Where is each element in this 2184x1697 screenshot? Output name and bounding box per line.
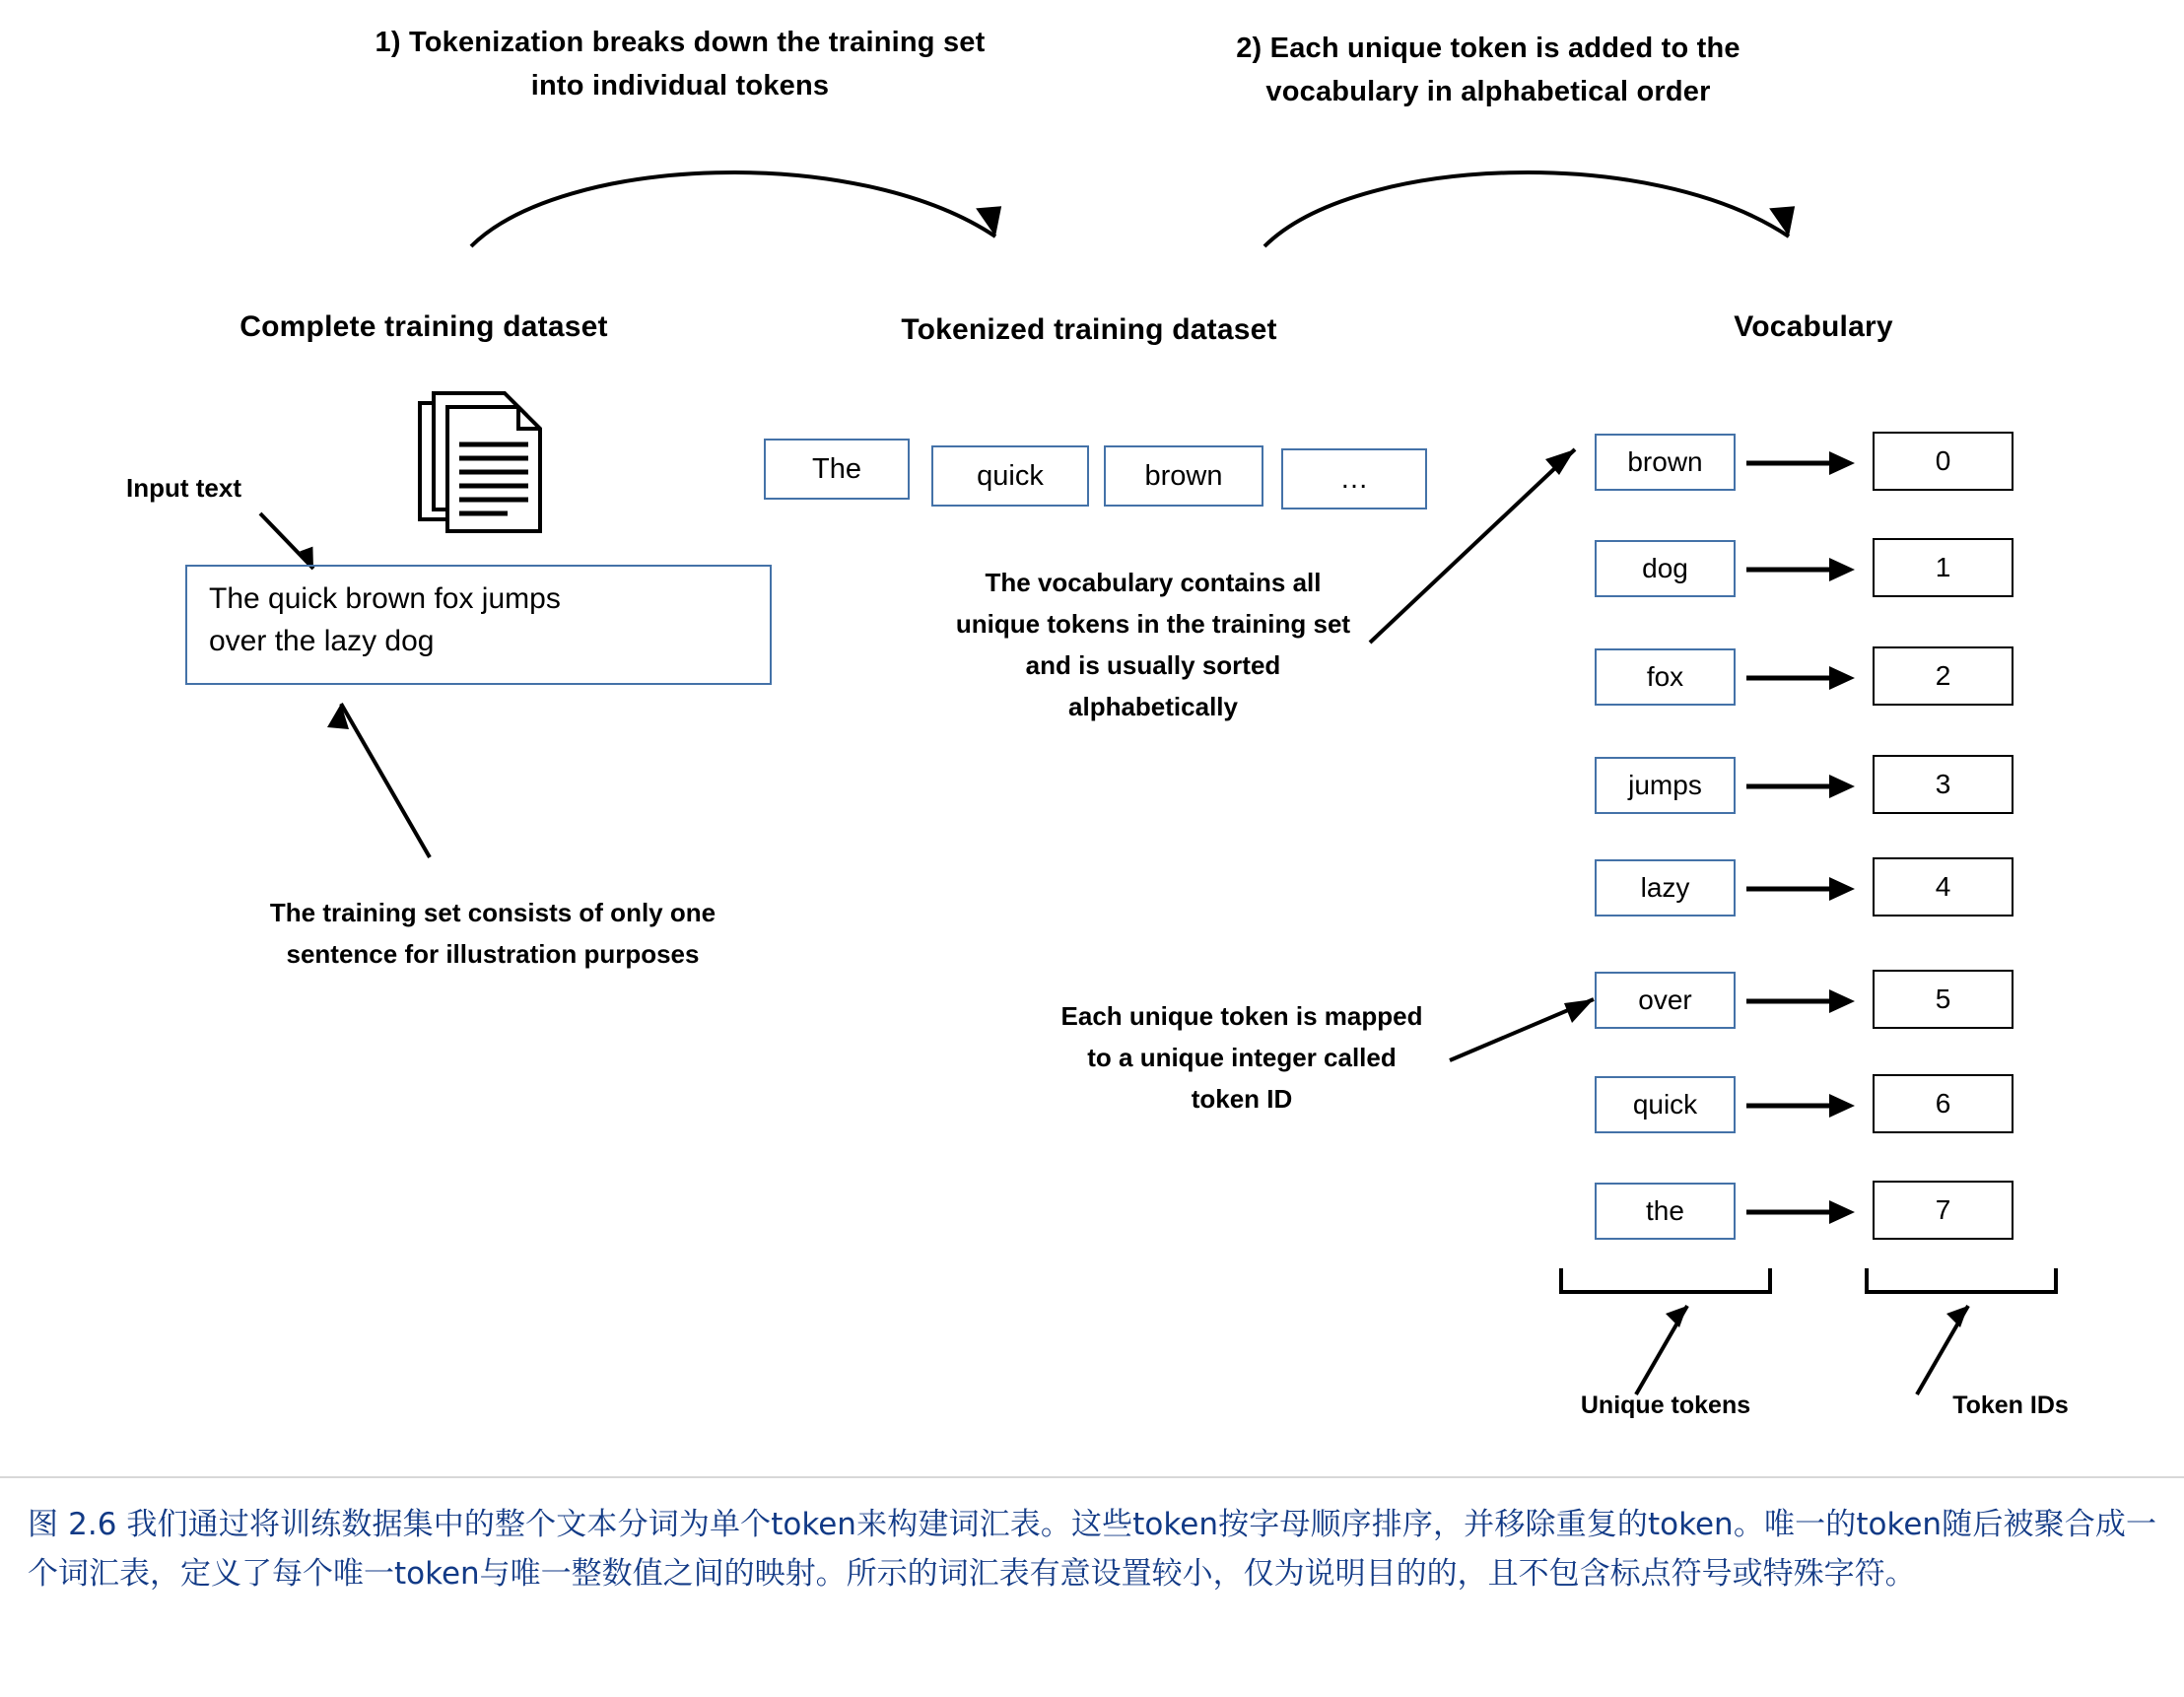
- vocab-id-0: 0: [1873, 432, 2013, 491]
- input-text-label: Input text: [126, 473, 241, 503]
- vocab-token-1: dog: [1595, 540, 1736, 597]
- input-sentence-line-2: over the lazy dog: [209, 624, 435, 657]
- arrow-map-3: [1744, 771, 1863, 802]
- step-2-heading: 2) Each unique token is added to the vocabulary in alphabetical order: [1236, 33, 1740, 107]
- column-heading-vocabulary: Vocabulary: [1734, 310, 1893, 343]
- vocab-token-6: quick: [1595, 1076, 1736, 1133]
- vocab-id-1: 1: [1873, 538, 2013, 597]
- vocab-id-4: 4: [1873, 857, 2013, 916]
- token-box-0: The: [764, 439, 910, 500]
- vocab-id-3: 3: [1873, 755, 2013, 814]
- vocabulary-row: [1595, 859, 2028, 920]
- documents-icon: [414, 389, 572, 547]
- token-box-3: …: [1281, 448, 1427, 509]
- arrow-map-1: [1744, 554, 1863, 585]
- arrow-map-2: [1744, 662, 1863, 694]
- vocab-id-6: 6: [1873, 1074, 2013, 1133]
- step-1-heading: 1) Tokenization breaks down the training set into individual tokens: [375, 27, 986, 102]
- vocab-id-7: 7: [1873, 1181, 2013, 1240]
- vocab-token-5: over: [1595, 972, 1736, 1029]
- input-sentence-box: [185, 565, 772, 685]
- vocabulary-row: [1595, 434, 2028, 495]
- vocab-token-7: the: [1595, 1183, 1736, 1240]
- training-set-note: The training set consists of only one sentence for illustration purposes: [269, 898, 717, 970]
- arrow-token-id-note: [1444, 985, 1611, 1074]
- vocabulary-row: [1595, 757, 2028, 818]
- arrow-map-0: [1744, 447, 1863, 479]
- vocab-id-5: 5: [1873, 970, 2013, 1029]
- figure-caption: [0, 1476, 2184, 1598]
- vocabulary-row: [1595, 648, 2028, 710]
- vocab-token-0: brown: [1595, 434, 1736, 491]
- vocabulary-row: [1595, 1183, 2028, 1244]
- vocab-token-2: fox: [1595, 648, 1736, 706]
- arrow-step-2: [1257, 138, 1868, 266]
- arrow-map-6: [1744, 1090, 1863, 1121]
- arrow-step-1: [463, 138, 1074, 266]
- unique-tokens-label: Unique tokens: [1580, 1392, 1751, 1419]
- token-ids-label: Token IDs: [1952, 1392, 2069, 1419]
- token-box-2: brown: [1104, 445, 1263, 507]
- token-id-note: Each unique token is mapped to a unique integer called token ID: [1060, 1001, 1423, 1115]
- arrow-training-set-note: [315, 690, 444, 867]
- arrow-unique-tokens: [1626, 1296, 1725, 1404]
- vocab-id-2: 2: [1873, 646, 2013, 706]
- vocabulary-note: The vocabulary contains all unique tokens in the training set and is usually sorted alphabetically: [955, 568, 1351, 722]
- arrow-map-5: [1744, 985, 1863, 1017]
- column-heading-tokenized-dataset: Tokenized training dataset: [901, 313, 1277, 346]
- arrow-map-7: [1744, 1196, 1863, 1228]
- arrow-vocabulary-note: [1360, 434, 1597, 650]
- vocab-token-4: lazy: [1595, 859, 1736, 916]
- vocabulary-row: [1595, 540, 2028, 601]
- vocab-token-3: jumps: [1595, 757, 1736, 814]
- vocabulary-row: [1595, 972, 2028, 1033]
- vocabulary-row: [1595, 1076, 2028, 1137]
- arrow-map-4: [1744, 873, 1863, 905]
- input-sentence-line-1: The quick brown fox jumps: [209, 582, 561, 615]
- figure-caption-text: 图 2.6 我们通过将训练数据集中的整个文本分词为单个token来构建词汇表。这些token按字母顺序排序，并移除重复的token。唯一的token随后被聚合成一个词汇表，定义了每个唯一token与唯一整数值之间的映射。所示的词汇表有意设置较小，仅为说明目的的，且不包含标点符号或特殊字符。: [28, 1507, 2156, 1593]
- arrow-token-ids: [1907, 1296, 2006, 1404]
- column-heading-complete-dataset: Complete training dataset: [239, 310, 608, 343]
- token-box-1: quick: [931, 445, 1089, 507]
